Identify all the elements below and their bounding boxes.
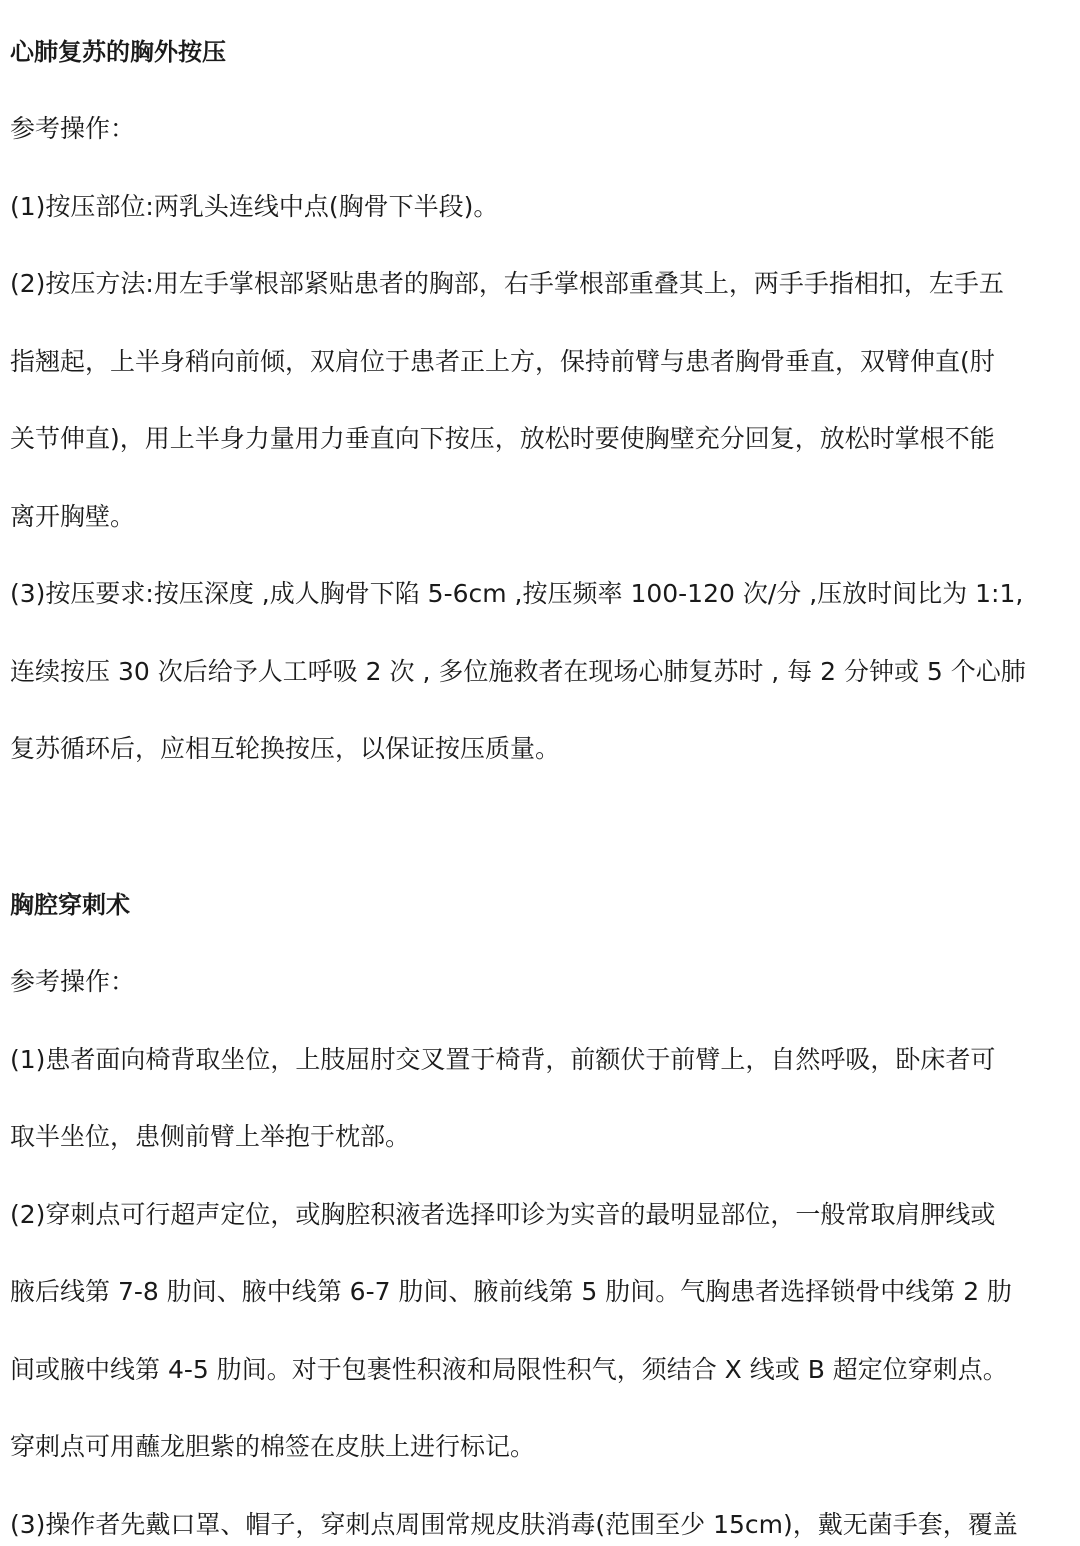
paragraph-line: 指翘起，上半身稍向前倾，双肩位于患者正上方，保持前臂与患者胸骨垂直，双臂伸直(肘 xyxy=(10,347,995,376)
paragraph-line: (3)操作者先戴口罩、帽子，穿刺点周围常规皮肤消毒(范围至少 15cm)，戴无菌手套，覆盖 xyxy=(10,1510,1018,1539)
paragraph-line: 连续按压 30 次后给予人工呼吸 2 次 , 多位施救者在现场心肺复苏时 , 每 2 分钟或 5 个心肺 xyxy=(10,657,1026,686)
reference-label: 参考操作： xyxy=(10,114,136,143)
section-heading-cpr: 心肺复苏的胸外按压 xyxy=(10,38,226,66)
paragraph-line: (2)穿刺点可行超声定位，或胸腔积液者选择叩诊为实音的最明显部位，一般常取肩胛线或 xyxy=(10,1200,996,1229)
paragraph-line: (3)按压要求:按压深度 ,成人胸骨下陷 5-6cm ,按压频率 100-120 次/分 ,压放时间比为 1:1, xyxy=(10,579,1024,608)
paragraph-line: 关节伸直)，用上半身力量用力垂直向下按压，放松时要使胸壁充分回复，放松时掌根不能 xyxy=(10,424,995,453)
paragraph-line: 取半坐位，患侧前臂上举抱于枕部。 xyxy=(10,1122,411,1151)
paragraph-line: 复苏循环后，应相互轮换按压，以保证按压质量。 xyxy=(10,734,561,763)
reference-label: 参考操作： xyxy=(10,967,136,996)
paragraph-line: (1)按压部位:两乳头连线中点(胸骨下半段)。 xyxy=(10,192,499,221)
paragraph-line: (1)患者面向椅背取坐位，上肢屈肘交叉置于椅背，前额伏于前臂上，自然呼吸，卧床者可 xyxy=(10,1045,996,1074)
paragraph-line: 间或腋中线第 4-5 肋间。对于包裹性积液和局限性积气，须结合 X 线或 B 超定位穿刺点。 xyxy=(10,1355,1008,1384)
section-heading-thoracentesis: 胸腔穿刺术 xyxy=(10,891,130,919)
paragraph-line: 穿刺点可用蘸龙胆紫的棉签在皮肤上进行标记。 xyxy=(10,1432,536,1461)
paragraph-line: 腋后线第 7-8 肋间、腋中线第 6-7 肋间、腋前线第 5 肋间。气胸患者选择锁骨中线第 2 肋 xyxy=(10,1277,1013,1306)
paragraph-line: (2)按压方法:用左手掌根部紧贴患者的胸部，右手掌根部重叠其上，两手手指相扣，左手五 xyxy=(10,269,1004,298)
paragraph-line: 离开胸壁。 xyxy=(10,502,136,531)
